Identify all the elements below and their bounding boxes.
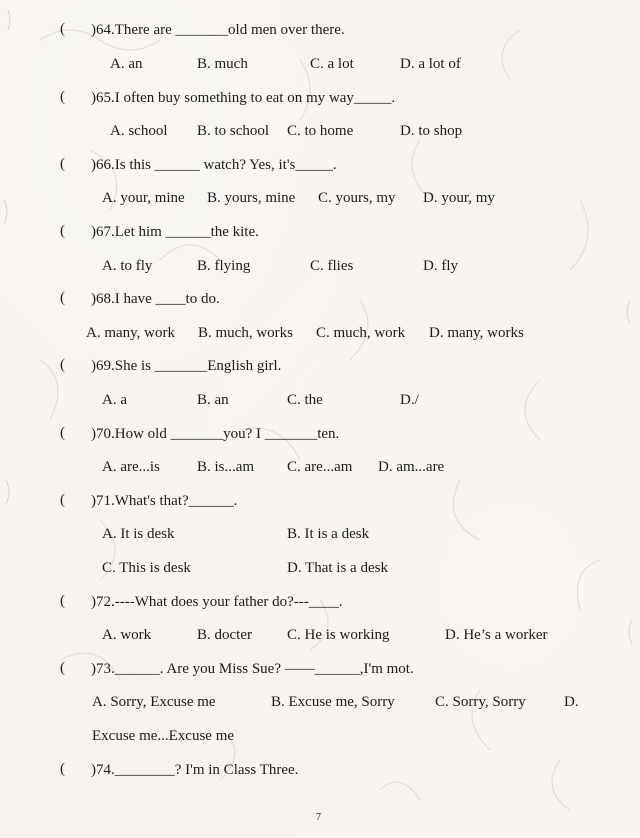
option-a: A. to fly	[102, 258, 153, 274]
answer-paren: (	[60, 223, 65, 239]
question-stem: )65.I often buy something to eat on my way_____.	[91, 90, 396, 106]
option-c: C. This is desk	[102, 560, 191, 576]
option-a: A. an	[110, 56, 143, 72]
option-b: B. an	[197, 392, 229, 408]
question-stem: )67.Let him ______the kite.	[91, 224, 259, 240]
option-b: B. much, works	[198, 325, 293, 341]
option-d: D. am...are	[378, 459, 445, 475]
option-c: C. Sorry, Sorry	[435, 694, 526, 710]
question-stem: )70.How old _______you? I _______ten.	[91, 426, 340, 442]
option-d-text: Excuse me...Excuse me	[92, 728, 235, 744]
option-a: A. It is desk	[102, 526, 175, 542]
answer-paren: (	[60, 660, 65, 676]
option-d: D. a lot of	[400, 56, 461, 72]
option-b: B. to school	[197, 123, 270, 139]
question-stem: )64.There are _______old men over there.	[91, 22, 345, 38]
option-d: D. He’s a worker	[445, 627, 548, 643]
option-c: C. the	[287, 392, 323, 408]
option-a: A. a	[102, 392, 127, 408]
option-a: A. work	[102, 627, 152, 643]
option-a: A. your, mine	[102, 190, 185, 206]
answer-paren: (	[60, 290, 65, 306]
answer-paren: (	[60, 425, 65, 441]
answer-paren: (	[60, 357, 65, 373]
option-d: D. many, works	[429, 325, 524, 341]
option-d: D. to shop	[400, 123, 463, 139]
option-a: A. are...is	[102, 459, 160, 475]
question-stem: )74.________? I'm in Class Three.	[91, 762, 299, 778]
option-d: D. fly	[423, 258, 458, 274]
option-d: D. That is a desk	[287, 560, 388, 576]
answer-paren: (	[60, 89, 65, 105]
option-c: C. much, work	[316, 325, 406, 341]
option-b: B. Excuse me, Sorry	[271, 694, 395, 710]
option-c: C. to home	[287, 123, 354, 139]
question-stem: )66.Is this ______ watch? Yes, it's_____.	[91, 157, 337, 173]
option-b: B. much	[197, 56, 248, 72]
option-b: B. flying	[197, 258, 251, 274]
option-c: C. flies	[310, 258, 354, 274]
question-stem: )68.I have ____to do.	[91, 291, 220, 307]
option-d: D.	[564, 694, 579, 710]
option-b: B. yours, mine	[207, 190, 296, 206]
option-a: A. Sorry, Excuse me	[92, 694, 216, 710]
question-stem: )72.----What does your father do?---____.	[91, 594, 343, 610]
option-c: C. He is working	[287, 627, 390, 643]
question-stem: )71.What's that?______.	[91, 493, 238, 509]
answer-paren: (	[60, 492, 65, 508]
option-b: B. docter	[197, 627, 252, 643]
answer-paren: (	[60, 761, 65, 777]
option-b: B. is...am	[197, 459, 255, 475]
question-stem: )69.She is _______English girl.	[91, 358, 282, 374]
answer-paren: (	[60, 593, 65, 609]
answer-paren: (	[60, 21, 65, 37]
option-c: C. yours, my	[318, 190, 396, 206]
option-d: D. your, my	[423, 190, 495, 206]
option-a: A. many, work	[86, 325, 176, 341]
question-stem: )73.______. Are you Miss Sue? ——______,I'm mot.	[91, 661, 414, 677]
option-c: C. a lot	[310, 56, 354, 72]
answer-paren: (	[60, 156, 65, 172]
option-b: B. It is a desk	[287, 526, 370, 542]
page-number: 7	[316, 812, 321, 823]
option-d: D./	[400, 392, 419, 408]
option-c: C. are...am	[287, 459, 353, 475]
option-a: A. school	[110, 123, 168, 139]
